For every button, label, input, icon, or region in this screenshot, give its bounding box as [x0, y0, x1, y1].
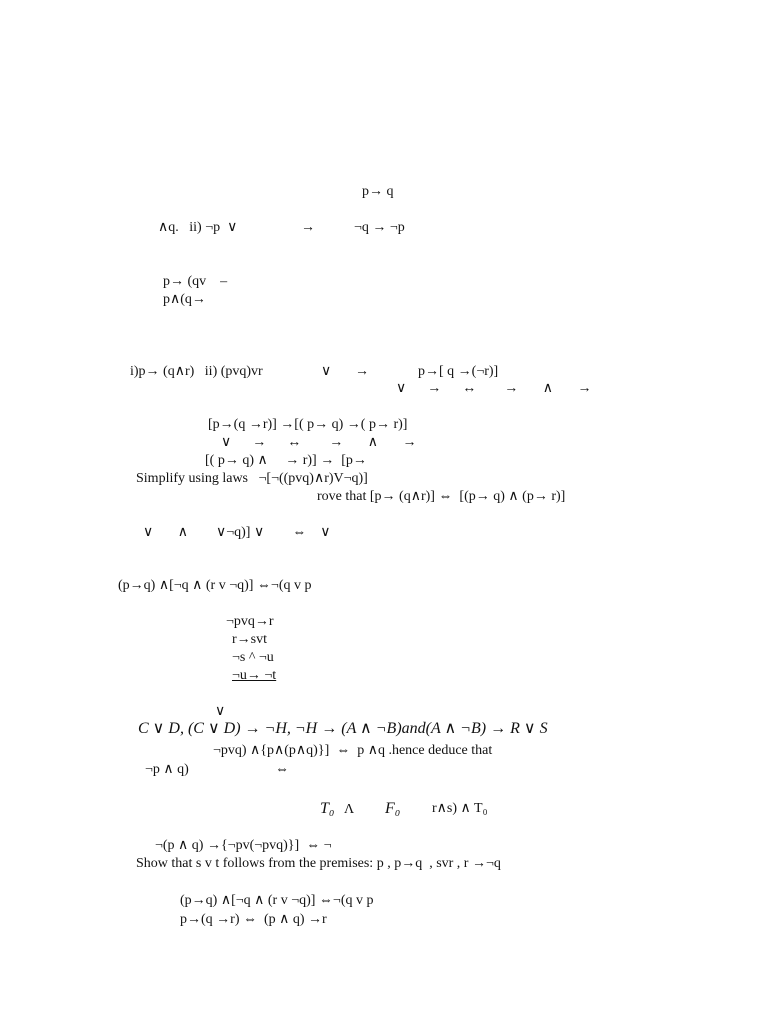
formula-line: r∧s) ∧ T₀ — [432, 801, 488, 816]
formula-line: → — [301, 220, 315, 235]
formula-line: p→ (qv – — [163, 274, 228, 289]
premise-line: r→svt — [232, 632, 267, 647]
formula-line: p→ q — [362, 184, 394, 199]
premise-line: ¬pvq→r — [226, 614, 274, 629]
formula-line: C ∨ D, (C ∨ D) → ¬H, ¬H → (A ∧ ¬B)and(A ∧ ¬B) → R ∨ S — [138, 720, 548, 737]
premise-line: ¬s ^ ¬u — [232, 650, 274, 665]
formula-line: ¬(p ∧ q) →{¬pv(¬pvq)}] ⇔ ¬ — [155, 838, 332, 853]
formula-line: ¬pvq) ∧{p∧(p∧q)}] ⇔ p ∧q .hence deduce that — [213, 743, 493, 758]
formula-line: (p→q) ∧[¬q ∧ (r v ¬q)] ⇔¬(q v p — [180, 893, 374, 908]
formula-line: Show that s v t follows from the premises: p , p→q , svr , r →¬q — [136, 856, 501, 871]
symbol: ⇔ — [275, 762, 289, 777]
formula-line: ¬q → ¬p — [354, 220, 405, 235]
formula-line: p→[ q →(¬r)] — [418, 364, 499, 379]
symbol-row: ∨ → ↔ → ∧ → — [396, 381, 592, 396]
formula-line: ¬p ∧ q) — [145, 762, 189, 777]
symbol-row: ∨ → ↔ → ∧ → — [221, 435, 417, 450]
symbol: F₀ — [385, 800, 401, 817]
formula-line: i)p→ (q∧r) ii) (pvq)vr — [130, 364, 263, 379]
symbol: ∨ — [215, 704, 226, 719]
formula-line: [p→(q →r)] →[( p→ q) →( p→ r)] — [208, 417, 408, 432]
symbol: T₀ — [320, 800, 335, 817]
symbol: Λ — [344, 802, 355, 817]
symbol-row: ∨ ∧ ∨¬q)] ∨ ⇔ ∨ — [143, 525, 331, 540]
formula-line: p∧(q→ — [163, 292, 206, 307]
premise-line: ¬u→ ¬t — [232, 668, 277, 683]
formula-line: rove that [p→ (q∧r)] ⇔ [(p→ q) ∧ (p→ r)] — [317, 489, 566, 504]
formula-line: ∧q. ii) ¬p ∨ — [158, 220, 238, 235]
formula-line: → — [355, 364, 369, 379]
formula-line: Simplify using laws ¬[¬((pvq)∧r)V¬q)] — [136, 471, 368, 486]
formula-line: [( p→ q) ∧ → r)] → [p→ — [205, 453, 367, 468]
formula-line: ∨ — [321, 364, 332, 379]
formula-line: p→(q →r) ⇔ (p ∧ q) →r — [180, 912, 327, 927]
formula-line: (p→q) ∧[¬q ∧ (r v ¬q)] ⇔¬(q v p — [118, 578, 312, 593]
